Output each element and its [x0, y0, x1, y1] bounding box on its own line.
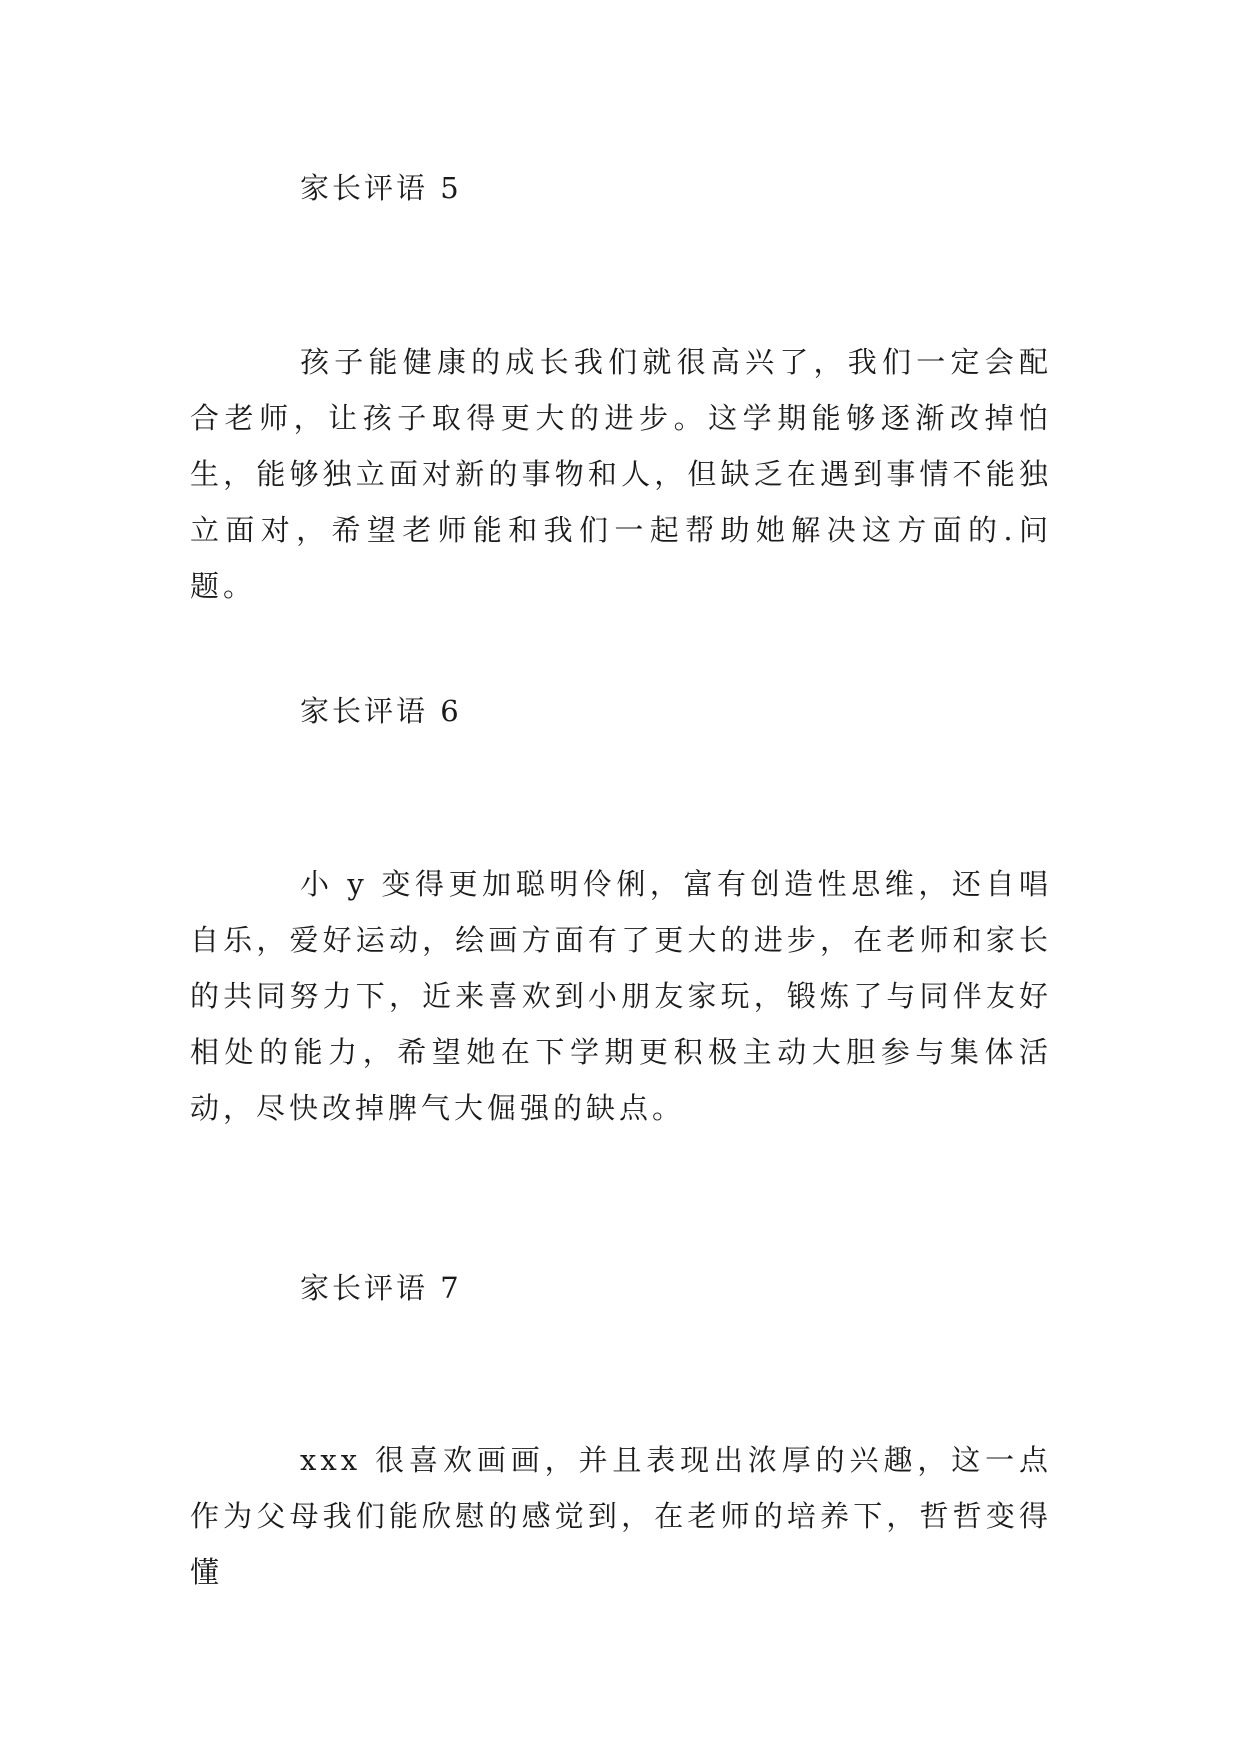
section-heading-6: 家长评语 6 — [300, 694, 462, 728]
section-heading-7: 家长评语 7 — [300, 1271, 462, 1305]
section-body-5: 孩子能健康的成长我们就很高兴了，我们一定会配合老师，让孩子取得更大的进步。这学期能够逐渐改掉怕生，能够独立面对新的事物和人，但缺乏在遇到事情不能独立面对，希望老师能和我们一起帮助她解决这方面的.问题。 — [190, 345, 1052, 603]
section-heading-5: 家长评语 5 — [300, 171, 462, 205]
section-body-7: xxx 很喜欢画画，并且表现出浓厚的兴趣，这一点作为父母我们能欣慰的感觉到，在老师的培养下，哲哲变得懂 — [190, 1443, 1052, 1589]
section-body-6: 小 y 变得更加聪明伶俐，富有创造性思维，还自唱自乐，爱好运动，绘画方面有了更大的进步，在老师和家长的共同努力下，近来喜欢到小朋友家玩，锻炼了与同伴友好相处的能力，希望她在下学期更积极主动大胆参与集体活动，尽快改掉脾气大倔强的缺点。 — [190, 867, 1052, 1125]
